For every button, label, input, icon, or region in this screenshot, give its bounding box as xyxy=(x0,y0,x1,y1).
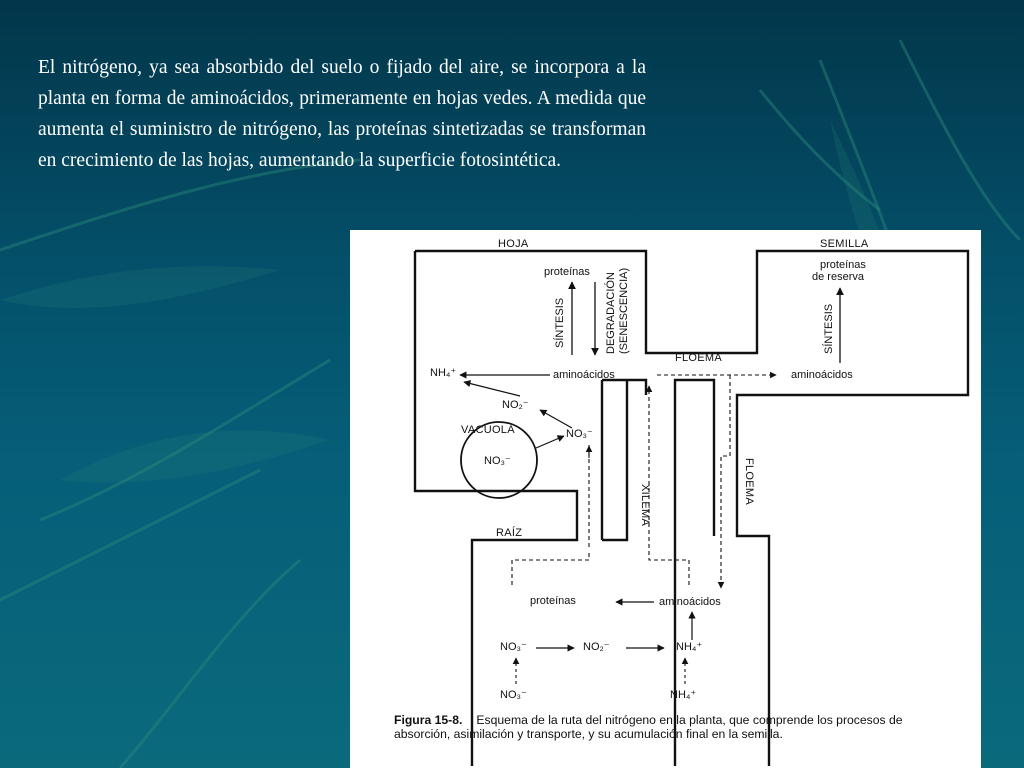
arrow-no3-no2 xyxy=(540,410,572,428)
label-proteinas-hoja: proteínas xyxy=(544,266,590,278)
label-proteinas-reserva-2: de reserva xyxy=(812,271,864,283)
flow-raiz-proteinas xyxy=(512,550,589,585)
label-senescencia: (SENESCENCIA) xyxy=(618,267,630,354)
label-floema-top: FLOEMA xyxy=(675,352,723,364)
caption-text: Esquema de la ruta del nitrógeno en la planta, que comprende los procesos de absorción, asimilación y transporte, y su acumulación final en la semilla. xyxy=(394,713,903,741)
arrow-no2-nh4 xyxy=(464,382,520,396)
label-aminoacidos-hoja: aminoácidos xyxy=(553,369,615,381)
label-xilema: XILEMA xyxy=(639,484,651,527)
label-sintesis-semilla: SÍNTESIS xyxy=(823,303,835,354)
label-nh4-raiz: NH₄⁺ xyxy=(676,641,703,653)
arrow-vacuola-no3 xyxy=(536,436,564,448)
nitrogen-pathway-diagram xyxy=(350,230,981,768)
label-nh4-hoja: NH₄⁺ xyxy=(430,367,457,379)
label-degradacion: DEGRADACIÓN xyxy=(605,272,617,354)
figure-caption xyxy=(394,714,954,741)
label-vacuola: VACUOLA xyxy=(461,424,515,436)
label-aminoacidos-semilla: aminoácidos xyxy=(791,369,853,381)
label-no3-raiz: NO₃⁻ xyxy=(500,641,527,653)
flow-floema-down xyxy=(721,375,730,588)
label-nh4-suelo: NH₄⁺ xyxy=(670,689,697,701)
label-no3-hoja: NO₃⁻ xyxy=(566,428,593,440)
label-raiz: RAÍZ xyxy=(496,527,523,539)
flow-raiz-aminoacidos xyxy=(649,386,689,585)
label-no3-suelo: NO₃⁻ xyxy=(500,689,527,701)
label-hoja: HOJA xyxy=(498,238,529,250)
label-semilla: SEMILLA xyxy=(820,238,869,250)
body-paragraph: El nitrógeno, ya sea absorbido del suelo o fijado del aire, se incorpora a la planta en forma de aminoácidos, primeramente en hojas vedes. A medida que aumenta el suministro de nitrógeno, las proteínas sintetizadas se transforman en crecimiento de las hojas, aumentando la superficie fotosintética. xyxy=(38,57,646,171)
label-no3-vacuola: NO₃⁻ xyxy=(484,455,511,467)
label-aminoacidos-raiz: aminoácidos xyxy=(659,596,721,608)
caption-label: Figura 15-8. xyxy=(394,713,463,727)
nitrogen-pathway-figure xyxy=(350,230,981,768)
label-proteinas-raiz: proteínas xyxy=(530,595,576,607)
label-no2-hoja: NO₂⁻ xyxy=(502,399,529,411)
label-floema-side: FLOEMA xyxy=(743,458,755,506)
label-sintesis-hoja: SÍNTESIS xyxy=(554,297,566,348)
label-no2-raiz: NO₂⁻ xyxy=(583,641,610,653)
label-proteinas-reserva-1: proteínas xyxy=(820,259,866,271)
